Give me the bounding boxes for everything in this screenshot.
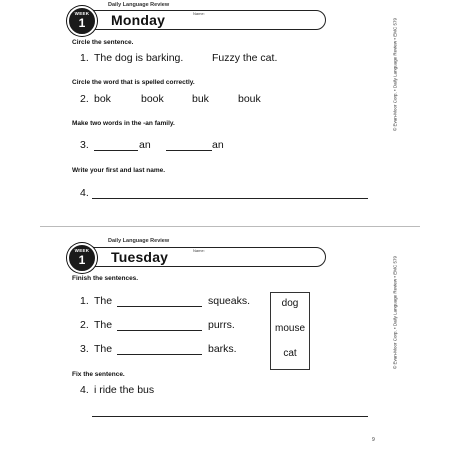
s2-blank[interactable]	[117, 330, 202, 331]
page-number: 9	[372, 437, 375, 443]
day-title: Tuesday	[111, 249, 169, 265]
q3-number: 3.	[80, 139, 89, 151]
week-badge	[67, 6, 97, 36]
name-write-line[interactable]	[92, 198, 368, 199]
instruction-finish: Finish the sentences.	[72, 275, 139, 282]
week-number: 1	[78, 253, 86, 267]
section-header: Daily Language Review	[108, 2, 170, 8]
s1-start: The	[94, 295, 113, 307]
fix-sentence-text: i ride the bus	[94, 384, 155, 396]
s2-number: 2.	[80, 319, 89, 331]
q4-number: 4.	[80, 384, 89, 396]
instruction-fix: Fix the sentence.	[72, 371, 125, 378]
s2-end: purrs.	[208, 319, 235, 331]
name-label: Name:	[193, 248, 205, 253]
s3-start: The	[94, 343, 113, 355]
section-header: Daily Language Review	[108, 238, 170, 244]
s2-start: The	[94, 319, 113, 331]
q3-blank-b[interactable]	[166, 150, 212, 151]
q3-suffix-a: an	[139, 139, 151, 151]
instruction-q2: Circle the word that is spelled correctly.	[72, 79, 195, 86]
week-number: 1	[78, 16, 86, 30]
copyright-side-text: © Evan-Moor Corp. • Daily Language Review • EMC 579	[392, 255, 398, 370]
q1-option-a: The dog is barking.	[94, 52, 184, 64]
instruction-q1: Circle the sentence.	[72, 39, 134, 46]
q2-word-4: bouk	[238, 93, 261, 105]
word-bank-item: cat	[283, 348, 297, 359]
week-label: WEEK	[74, 11, 90, 16]
q4-number: 4.	[80, 187, 89, 199]
q3-suffix-b: an	[212, 139, 224, 151]
week-badge	[67, 243, 97, 273]
q3-blank-a[interactable]	[94, 150, 138, 151]
word-bank-item: mouse	[274, 323, 305, 334]
copyright-side-text: © Evan-Moor Corp. • Daily Language Review • EMC 579	[392, 17, 398, 132]
day-title: Monday	[111, 12, 166, 28]
q1-number: 1.	[80, 52, 89, 64]
q2-word-3: buk	[192, 93, 209, 105]
s1-blank[interactable]	[117, 306, 202, 307]
name-label: Name:	[193, 11, 205, 16]
q2-number: 2.	[80, 93, 89, 105]
q2-word-1: bok	[94, 93, 111, 105]
q1-option-b: Fuzzy the cat.	[212, 52, 278, 64]
word-bank	[270, 292, 310, 370]
fix-write-line[interactable]	[92, 416, 368, 417]
s3-end: barks.	[208, 343, 237, 355]
instruction-q4: Write your first and last name.	[72, 167, 166, 174]
s3-blank[interactable]	[117, 354, 202, 355]
s3-number: 3.	[80, 343, 89, 355]
instruction-q3: Make two words in the -an family.	[72, 120, 175, 127]
word-bank-item: dog	[281, 298, 299, 309]
section-divider	[40, 226, 420, 227]
q2-word-2: book	[141, 93, 164, 105]
week-label: WEEK	[74, 248, 90, 253]
s1-end: squeaks.	[208, 295, 251, 307]
s1-number: 1.	[80, 295, 89, 307]
